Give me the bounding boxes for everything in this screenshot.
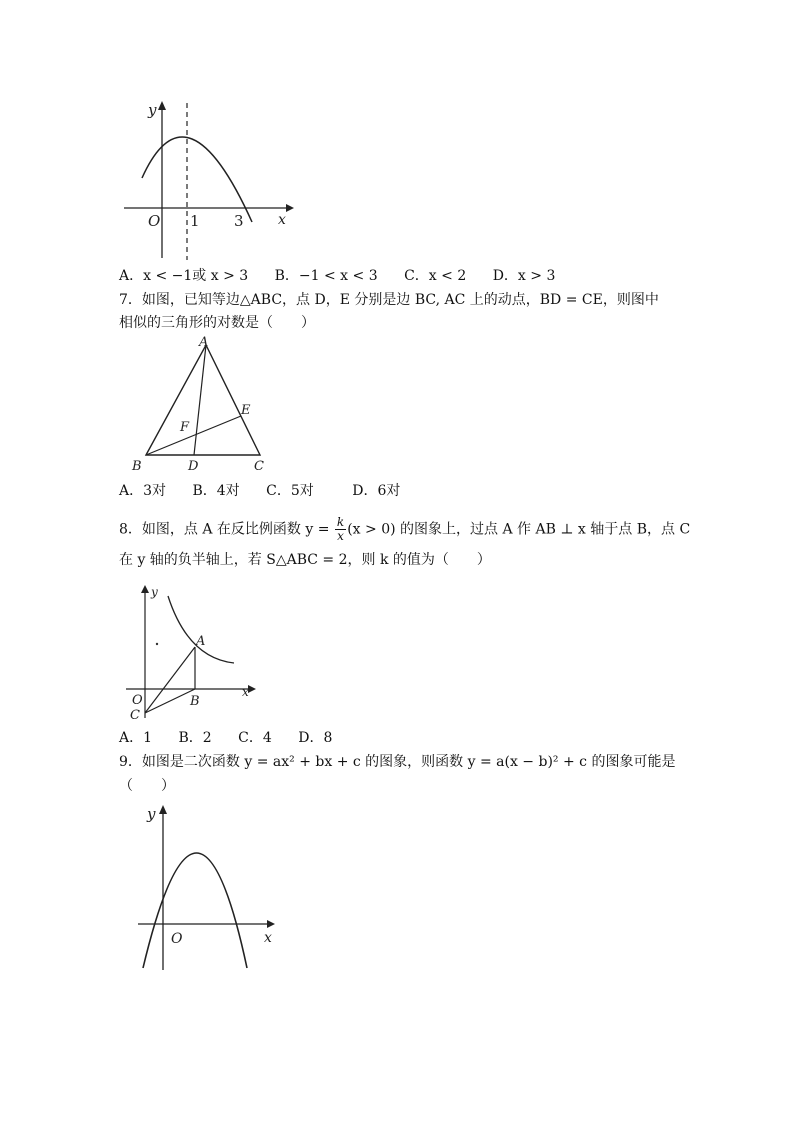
q8-text-line-2: 在 y 轴的负半轴上，若 S△ABC = 2，则 k 的值为（ ） xyxy=(119,552,491,568)
q7-option-a[interactable]: A．3对 xyxy=(119,483,167,499)
q8-option-a[interactable]: A．1 xyxy=(119,730,153,746)
q7-option-d[interactable]: D．6对 xyxy=(352,483,401,499)
origin-label: O xyxy=(148,212,161,230)
q8-options xyxy=(119,729,354,747)
tick-label-1: 1 xyxy=(190,212,200,230)
x-axis-label: x xyxy=(264,930,272,946)
triangle-abc xyxy=(146,345,260,455)
q9-text-line-1: 9．如图是二次函数 y = ax² + bx + c 的图象，则函数 y = a(x − b)² + c 的图象可能是 xyxy=(119,754,676,770)
q7-option-b[interactable]: B．4对 xyxy=(192,483,240,499)
q6-option-d[interactable]: D．x > 3 xyxy=(492,268,556,284)
y-axis-label: y xyxy=(147,805,156,823)
vertex-c-label: C xyxy=(254,459,264,474)
q8-hyperbola-figure xyxy=(124,580,259,720)
y-axis-label: y xyxy=(151,585,158,599)
q8-text-pre: 8．如图，点 A 在反比例函数 y = xyxy=(119,521,334,538)
q6-options xyxy=(119,267,577,285)
q9-text-line-2: （ ） xyxy=(119,778,175,794)
y-axis-arrow xyxy=(159,805,167,814)
point-d-label: D xyxy=(188,459,199,474)
q7-options xyxy=(119,482,422,500)
q6-option-b[interactable]: B．−1 < x < 3 xyxy=(274,268,378,284)
origin-label: O xyxy=(171,931,183,947)
q8-text-post: (x > 0) 的图象上，过点 A 作 AB ⊥ x 轴于点 B，点 C xyxy=(347,521,691,538)
origin-label: O xyxy=(132,693,143,708)
segment-bc xyxy=(145,689,195,713)
x-axis-arrow xyxy=(248,685,256,693)
point-c-label: C xyxy=(130,708,140,720)
point-a-label: A xyxy=(196,634,206,649)
segment-ac xyxy=(145,647,195,713)
q7-triangle-figure xyxy=(128,334,278,474)
q6-option-a[interactable]: A．x < −1或 x > 3 xyxy=(119,268,249,284)
parabola-curve xyxy=(143,853,247,968)
segment-be xyxy=(146,416,241,455)
vertex-b-label: B xyxy=(132,459,142,474)
x-axis-label: x xyxy=(278,212,286,228)
q7-text-line-1: 7．如图，已知等边△ABC，点 D，E 分别是边 BC, AC 上的动点，BD = CE，则图中 xyxy=(119,292,659,308)
q8-fraction-denominator: x xyxy=(337,529,344,543)
y-axis-arrow xyxy=(158,101,166,110)
q7-option-c[interactable]: C．5对 xyxy=(266,483,314,499)
point-f-label: F xyxy=(180,420,190,435)
vertex-a-label: A xyxy=(199,335,209,350)
q6-option-c[interactable]: C．x < 2 xyxy=(404,268,467,284)
q8-option-d[interactable]: D．8 xyxy=(298,730,333,746)
q8-fraction-numerator: k xyxy=(336,515,345,529)
q7-text-line-2: 相似的三角形的对数是（ ） xyxy=(119,315,315,331)
y-axis-label: y xyxy=(148,101,157,119)
tick-label-3: 3 xyxy=(234,212,244,230)
segment-ad xyxy=(194,345,206,455)
y-axis-arrow xyxy=(141,585,149,593)
point-b-label: B xyxy=(190,694,200,709)
parabola-curve xyxy=(142,137,252,222)
point-e-label: E xyxy=(241,403,251,418)
q6-parabola-figure xyxy=(118,98,298,263)
q8-fraction xyxy=(335,516,346,543)
stray-dot xyxy=(156,643,158,645)
x-axis-label: x xyxy=(242,685,249,699)
x-axis-arrow xyxy=(267,920,275,928)
x-axis-arrow xyxy=(286,204,294,212)
q8-option-b[interactable]: B．2 xyxy=(178,730,212,746)
q9-parabola-figure xyxy=(134,800,284,975)
hyperbola-curve xyxy=(168,596,234,663)
q8-option-c[interactable]: C．4 xyxy=(238,730,272,746)
q8-text-line-1 xyxy=(119,516,690,543)
